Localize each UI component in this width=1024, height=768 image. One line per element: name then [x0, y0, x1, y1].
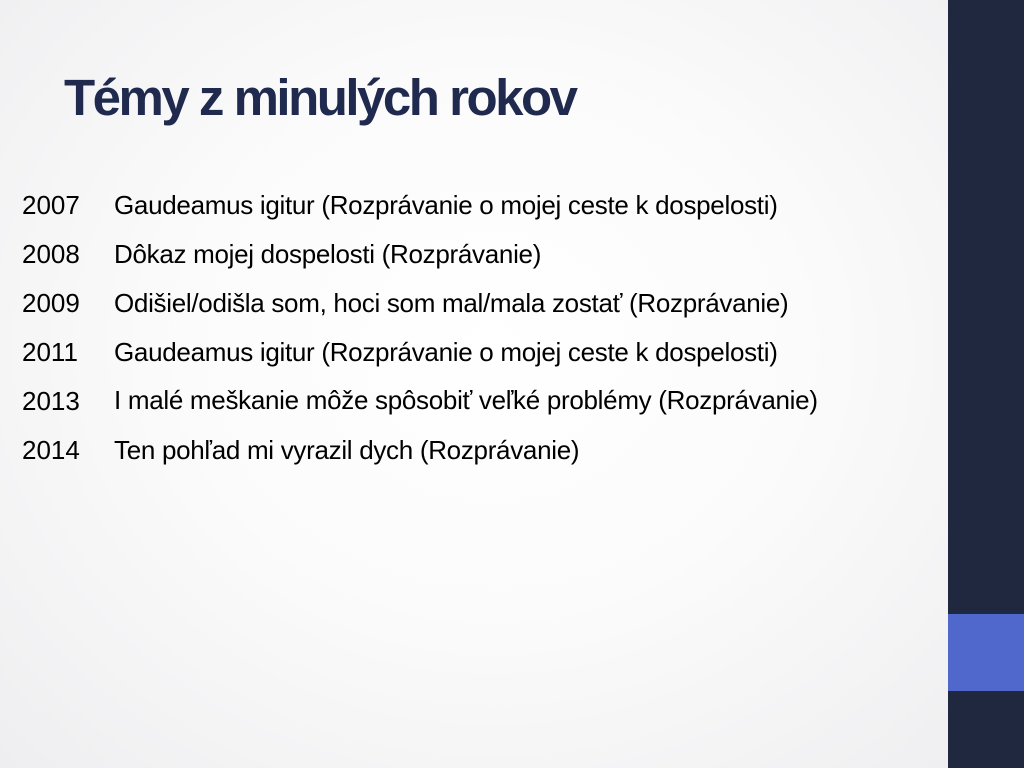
list-item-text: Gaudeamus igitur (Rozprávanie o mojej ceste k dospelosti) — [114, 337, 778, 367]
list-item-year: 2013 — [22, 386, 80, 416]
list-item — [22, 382, 938, 421]
list-item-text: Gaudeamus igitur (Rozprávanie o mojej ceste k dospelosti) — [114, 190, 778, 220]
list-item-year: 2009 — [22, 288, 80, 318]
list-item — [22, 333, 938, 372]
list-item — [22, 186, 938, 225]
sidebar-accent-block — [948, 614, 1024, 691]
list-item-year: 2008 — [22, 239, 80, 269]
list-item-year: 2011 — [22, 337, 78, 367]
list-item-text: Ten pohľad mi vyrazil dych (Rozprávanie) — [114, 435, 580, 465]
list-item-year: 2014 — [22, 435, 80, 465]
list-item — [22, 284, 938, 323]
topics-list — [22, 186, 938, 480]
list-item — [22, 431, 938, 470]
slide-title: Témy z minulých rokov — [64, 69, 576, 126]
list-item — [22, 235, 938, 274]
list-item-year: 2007 — [22, 190, 80, 220]
list-item-text: Dôkaz mojej dospelosti (Rozprávanie) — [114, 239, 542, 269]
list-item-text: I malé meškanie môže spôsobiť veľké problémy (Rozprávanie) — [114, 385, 818, 415]
list-item-text: Odišiel/odišla som, hoci som mal/mala zostať (Rozprávanie) — [114, 288, 789, 318]
